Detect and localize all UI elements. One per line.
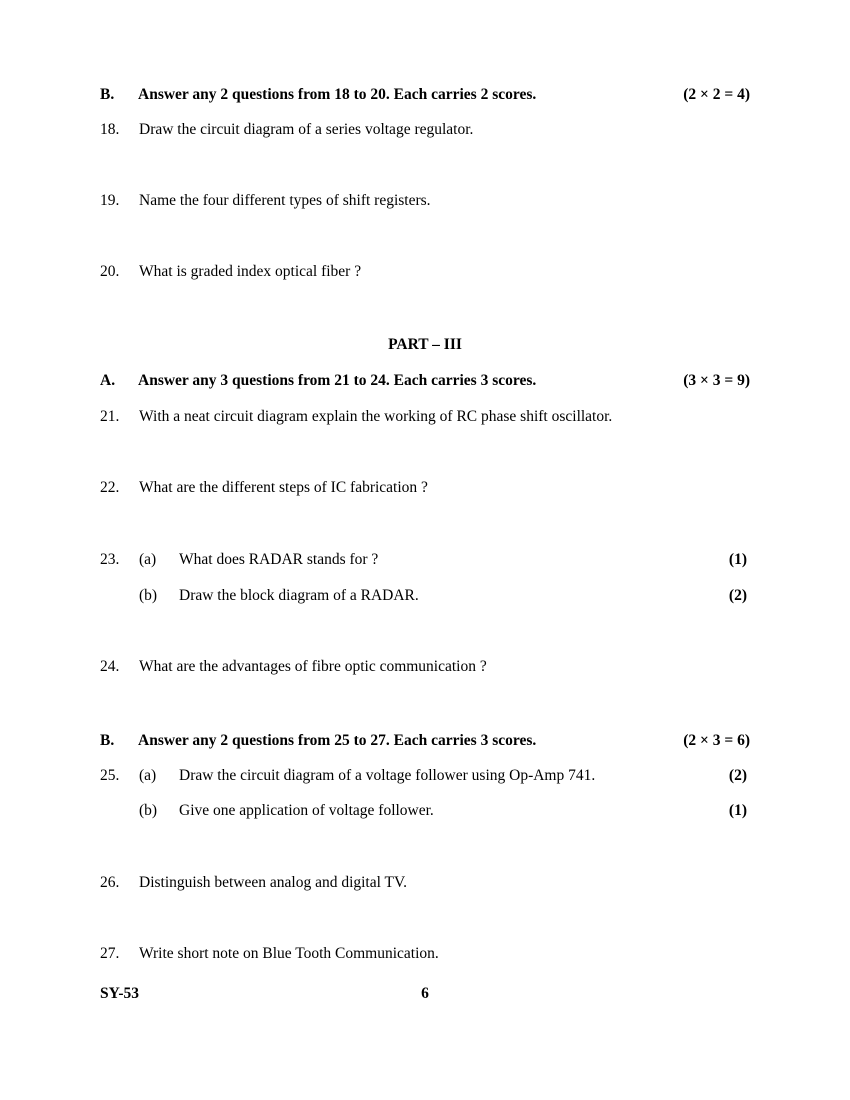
question-text: Write short note on Blue Tooth Communication. xyxy=(139,945,439,962)
question-text: What are the advantages of fibre optic communication ? xyxy=(139,658,487,675)
question-text: Draw the circuit diagram of a series voltage regulator. xyxy=(139,121,474,138)
question-number: 20. xyxy=(100,263,120,280)
subquestion-text: Give one application of voltage follower. xyxy=(179,802,434,819)
section-score: (3 × 3 = 9) xyxy=(683,372,750,389)
section-score: (2 × 3 = 6) xyxy=(683,732,750,749)
question-number: 24. xyxy=(100,658,120,675)
section-letter: A. xyxy=(100,372,116,389)
question-text: Distinguish between analog and digital TV. xyxy=(139,874,408,891)
question-number: 26. xyxy=(100,874,120,891)
subquestion-mark: (2) xyxy=(728,587,747,604)
question-text: With a neat circuit diagram explain the working of RC phase shift oscillator. xyxy=(139,408,613,425)
subquestion-label: (a) xyxy=(139,551,157,568)
subquestion-text: Draw the block diagram of a RADAR. xyxy=(179,587,419,604)
section-instruction: Answer any 2 questions from 25 to 27. Each carries 3 scores. xyxy=(138,732,537,749)
question-number: 22. xyxy=(100,479,120,496)
paper-code: SY-53 xyxy=(100,985,140,1002)
question-number: 27. xyxy=(100,945,120,962)
subquestion-label: (b) xyxy=(139,587,158,604)
section-instruction: Answer any 3 questions from 21 to 24. Each carries 3 scores. xyxy=(138,372,537,389)
section-instruction: Answer any 2 questions from 18 to 20. Each carries 2 scores. xyxy=(138,86,537,103)
section-letter: B. xyxy=(100,86,115,103)
section-letter: B. xyxy=(100,732,115,749)
question-number: 19. xyxy=(100,192,120,209)
question-number: 25. xyxy=(100,767,120,784)
subquestion-mark: (1) xyxy=(728,551,747,568)
subquestion-mark: (2) xyxy=(728,767,747,784)
section-score: (2 × 2 = 4) xyxy=(683,86,750,103)
subquestion-label: (a) xyxy=(139,767,157,784)
subquestion-label: (b) xyxy=(139,802,158,819)
question-text: What is graded index optical fiber ? xyxy=(139,263,362,280)
question-number: 23. xyxy=(100,551,120,568)
page-number: 6 xyxy=(421,985,429,1002)
question-text: Name the four different types of shift registers. xyxy=(139,192,431,209)
subquestion-mark: (1) xyxy=(728,802,747,819)
question-number: 18. xyxy=(100,121,120,138)
subquestion-text: Draw the circuit diagram of a voltage follower using Op-Amp 741. xyxy=(179,767,596,784)
part-title: PART – III xyxy=(388,336,462,353)
question-text: What are the different steps of IC fabrication ? xyxy=(139,479,428,496)
subquestion-text: What does RADAR stands for ? xyxy=(179,551,379,568)
question-number: 21. xyxy=(100,408,120,425)
